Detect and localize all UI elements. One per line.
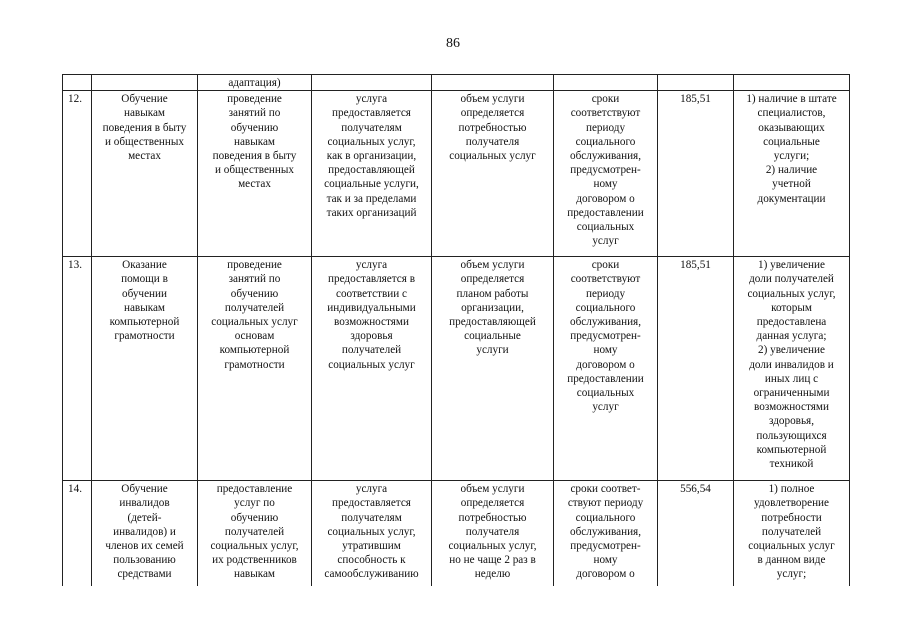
continuation-cell-price bbox=[658, 75, 734, 91]
table-row bbox=[63, 481, 850, 587]
service-indicators-cell: 1) наличие в штате специалистов, оказывающих социальные услуги; 2) наличие учетной документации bbox=[734, 91, 850, 257]
service-indicators-cell: 1) полное удовлетворение потребности получателей социальных услуг в данном виде услуг; bbox=[734, 481, 850, 587]
service-description-cell: предоставление услуг по обучению получателей социальных услуг, их родственников навыкам bbox=[198, 481, 312, 587]
service-volume-cell: объем услуги определяется планом работы организации, предоставляющей социальные услуги bbox=[432, 257, 554, 481]
service-terms-cell: сроки соответствуют периоду социального обслуживания, предусмотрен- ному договором о предоставлении социальных услуг bbox=[554, 257, 658, 481]
service-indicators-cell: 1) увеличение доли получателей социальных услуг, которым предоставлена данная услуга; 2) увеличение доли инвалидов и иных лиц с ограниченными возможностями здоровья, пользующихся компьютерной техникой bbox=[734, 257, 850, 481]
service-name-cell: Обучение инвалидов (детей- инвалидов) и членов их семей пользованию средствами bbox=[92, 481, 198, 587]
continuation-cell-num bbox=[63, 75, 92, 91]
service-terms-cell: сроки соответ- ствуют периоду социального обслуживания, предусмотрен- ному договором о bbox=[554, 481, 658, 587]
row-number: 12. bbox=[63, 91, 92, 257]
page-number: 86 bbox=[446, 36, 460, 51]
continuation-cell-terms bbox=[554, 75, 658, 91]
row-number: 14. bbox=[63, 481, 92, 587]
service-name-cell: Оказание помощи в обучении навыкам компьютерной грамотности bbox=[92, 257, 198, 481]
service-terms-cell: сроки соответствуют периоду социального обслуживания, предусмотрен- ному договором о предоставлении социальных услуг bbox=[554, 91, 658, 257]
service-price-cell: 185,51 bbox=[658, 257, 734, 481]
continuation-cell-service bbox=[92, 75, 198, 91]
continuation-cell-conditions bbox=[312, 75, 432, 91]
service-name-cell: Обучение навыкам поведения в быту и общественных местах bbox=[92, 91, 198, 257]
service-volume-cell: объем услуги определяется потребностью получателя социальных услуг, но не чаще 2 раз в неделю bbox=[432, 481, 554, 587]
continuation-cell-indicators bbox=[734, 75, 850, 91]
table-row-continuation bbox=[63, 75, 850, 91]
service-conditions-cell: услуга предоставляется в соответствии с индивидуальными возможностями здоровья получателей социальных услуг bbox=[312, 257, 432, 481]
service-price-cell: 556,54 bbox=[658, 481, 734, 587]
table-row bbox=[63, 91, 850, 257]
service-price-cell: 185,51 bbox=[658, 91, 734, 257]
services-table bbox=[62, 74, 850, 586]
service-description-cell: проведение занятий по обучению получателей социальных услуг основам компьютерной грамотности bbox=[198, 257, 312, 481]
service-volume-cell: объем услуги определяется потребностью получателя социальных услуг bbox=[432, 91, 554, 257]
row-number: 13. bbox=[63, 257, 92, 481]
service-description-cell: проведение занятий по обучению навыкам поведения в быту и общественных местах bbox=[198, 91, 312, 257]
service-conditions-cell: услуга предоставляется получателям социальных услуг, как в организации, предоставляющей социальные услуги, так и за пределами таких организаций bbox=[312, 91, 432, 257]
service-conditions-cell: услуга предоставляется получателям социальных услуг, утратившим способность к самообслуживанию bbox=[312, 481, 432, 587]
continuation-cell-description: адаптация) bbox=[198, 75, 312, 91]
continuation-cell-volume bbox=[432, 75, 554, 91]
table-row bbox=[63, 257, 850, 481]
